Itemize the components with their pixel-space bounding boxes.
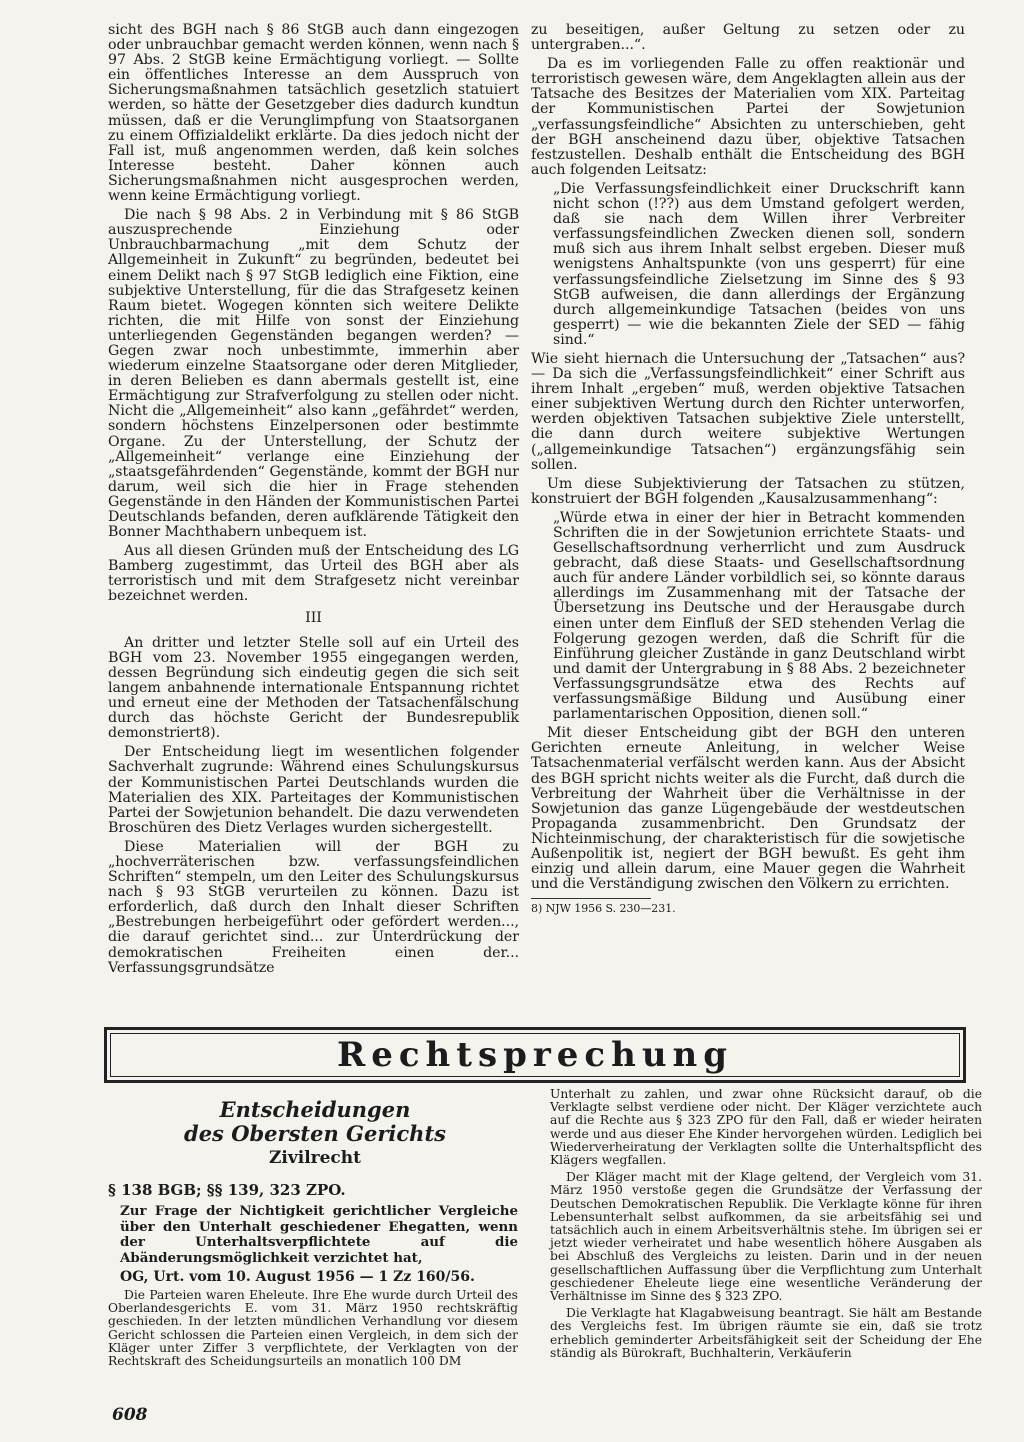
- paragraph: Diese Materialien will der BGH zu „hochverräterischen bzw. verfassungsfeindlichen Schriften“ stempeln, um den Leiter des Schulungskursus nach § 93 StGB verurteilen zu können. Dazu ist erforderlich, daß durch den Inhalt dieser Schriften „Bestrebungen herbeigeführt oder gefördert werden..., die darauf gerichtet sind... zur Unterdrückung der demokratischen Freiheiten einen der... Verfassungsgrundsätze: [108, 838, 519, 976]
- paragraph: Der Kläger macht mit der Klage geltend, der Vergleich vom 31. März 1950 verstoße gegen die Grundsätze der Verfassung der Deutschen Demokratischen Republik. Die Verklagte könne für ihren Lebensunterhalt selbst aufkommen, da sie arbeitsfähig sei und tatsächlich auch in einem Arbeitsverhältnis stehe. Im übrigen sei er jetzt wieder verheiratet und habe wesentlich höhere Ausgaben als bei Abschluß des Vergleichs zu leisten. Darin und in der neuen gesellschaftlichen Auffassung über die Verpflichtung zum Unterhalt geschiedener Eheleute liege eine wesentliche Veränderung der Verhältnisse im Sinne des § 323 ZPO.: [550, 1170, 982, 1304]
- column-right-top: [531, 23, 965, 915]
- paragraph: Die Parteien waren Eheleute. Ihre Ehe wurde durch Urteil des Oberlandesgerichts E. vom 31. März 1950 rechtskräftig geschieden. In der letzten mündlichen Verhandlung vor diesem Gericht schlossen die Parteien einen Vergleich, in dem sich der Kläger unter Ziffer 3 verpflichtete, der Verklagten von der Rechtskraft des Scheidungsurteils an monatlich 100 DM: [108, 1288, 518, 1369]
- page-number: 608: [112, 1405, 148, 1425]
- paragraph: Aus all diesen Gründen muß der Entscheidung des LG Bamberg zugestimmt, das Urteil des BGH aber als terroristisch und mit dem Strafgesetz nicht vereinbar bezeichnet werden.: [108, 543, 519, 605]
- column-right-bottom: [550, 1088, 982, 1364]
- section-banner: [104, 1027, 966, 1083]
- paragraph: zu beseitigen, außer Geltung zu setzen oder zu untergraben...“.: [531, 22, 965, 54]
- paragraph: Da es im vorliegenden Falle zu offen reaktionär und terroristisch gewesen wäre, dem Angeklagten allein aus der Tatsache des Besitzes der Materialien vom XIX. Parteitag der Kommunistischen Partei der Sowjetunion „verfassungsfeindliche“ Absichten zu unterschieben, geht der BGH anscheinend dazu über, objektive Tatsachen festzustellen. Deshalb enthält die Entscheidung des BGH auch folgenden Leitsatz:: [531, 56, 965, 178]
- footnote: [531, 898, 676, 916]
- heading-line-2: des Obersten Gerichts: [184, 1121, 446, 1146]
- section-heading: [110, 1098, 520, 1169]
- paragraph: Mit dieser Entscheidung gibt der BGH den unteren Gerichten erneute Anleitung, in welcher Weise Tatsachenmaterial verfälscht werden kann. Aus der Absicht des BGH spricht nichts weiter als die Furcht, daß durch die Verbreitung der Wahrheit über die Verhältnisse in der Sowjetunion das ganze Lügengebäude der westdeutschen Propaganda zusammenbricht. Den Grundsatz der Nichteinmischung, der charakteristisch für die sowjetische Außenpolitik ist, negiert der BGH bewußt. Es geht ihm einzig und allein darum, eine Mauer gegen die Wahrheit und die Verständigung zwischen den Völkern zu errichten.: [531, 725, 965, 893]
- citation: OG, Urt. vom 10. August 1956 — 1 Zz 160/56.: [120, 1269, 475, 1285]
- heading-line-1: Entscheidungen: [219, 1097, 411, 1122]
- paragraph: Die nach § 98 Abs. 2 in Verbindung mit § 86 StGB auszusprechende Einziehung oder Unbrauchbarmachung „mit dem Schutz der Allgemeinheit in Zukunft“ zu begründen, bedeutet bei einem Delikt nach § 97 StGB lediglich eine Fiktion, eine subjektive Unterstellung, für die das Strafgesetz keinen Raum bietet. Wogegen könnten sich weitere Delikte richten, die mit Hilfe von sonst der Einziehung unterliegenden Gegenständen begangen werden? — Gegen zwar noch unbestimmte, immerhin aber wiederum einzelne Staatsorgane oder deren Mitglieder, in deren Belieben es dann abermals gestellt ist, eine Ermächtigung zur Strafverfolgung zu stellen oder nicht. Nicht die „Allgemeinheit“ also kann „gefährdet“ werden, sondern höchstens Einzelpersonen oder bestimmte Organe. Zu der Unterstellung, der Schutz der „Allgemeinheit“ verlange eine Einziehung der „staatsgefährdenden“ Gegenstände, kommt der BGH nur darum, weil sich die hier in Frage stehenden Gegenstände in den Händen der Kommunistischen Partei Deutschlands befanden, deren aufklärende Tätigkeit den Bonner Machthabern unbequem ist.: [108, 207, 519, 541]
- paragraph: Der Entscheidung liegt im wesentlichen folgender Sachverhalt zugrunde: Während eines Schulungskursus der Kommunistischen Partei Deutschlands wurden die Materialien des XIX. Parteitages der Kommunistischen Partei der Sowjetunion behandelt. Die dazu verwendeten Broschüren des Dietz Verlages wurden sichergestellt.: [108, 744, 519, 836]
- leitsatz: Zur Frage der Nichtigkeit gerichtlicher Vergleiche über den Unterhalt geschiedener Ehegatten, wenn der Unterhaltsverpflichtete auf die Abänderungsmöglichkeit verzichtet hat,: [120, 1203, 518, 1266]
- column-left-bottom: [108, 1181, 518, 1372]
- block-quote-leitsatz: „Die Verfassungsfeindlichkeit einer Druckschrift kann nicht schon (!??) aus dem Umstand gefolgert werden, daß sie nach dem Willen ihrer Verbreiter verfassungsfeindlichen Zwecken dienen soll, sondern muß sich aus ihrem Inhalt selbst ergeben. Dieser muß wenigstens Anhaltspunkte (von uns gesperrt) für eine verfassungsfeindliche Zielsetzung im Sinne des § 93 StGB aufweisen, die dann allerdings der Ergänzung durch allgemeinkundige Tatsachen (beides von uns gesperrt) — wie die bekannten Ziele der SED — fähig sind.“: [553, 180, 965, 348]
- paragraph: Unterhalt zu zahlen, und zwar ohne Rücksicht darauf, ob die Verklagte selbst verdiene oder nicht. Der Kläger verzichtete auch auf die Rechte aus § 323 ZPO für den Fall, daß er wieder heiraten werde und aus dieser Ehe Kinder hervorgehen würden. Lediglich bei Wiederverheiratung der Verklagten sollte die Unterhaltspflicht des Klägers wegfallen.: [550, 1087, 982, 1168]
- paragraph: Die Verklagte hat Klagabweisung beantragt. Sie hält am Bestande des Vergleichs fest. Im übrigen räumte sie ein, daß sie trotz erheblich geminderter Arbeitsfähigkeit seit der Scheidung der Ehe ständig als Bürokraft, Buchhalterin, Verkäuferin: [550, 1306, 982, 1360]
- column-left-top: [108, 23, 519, 980]
- section-number: III: [305, 609, 322, 626]
- paragraph: sicht des BGH nach § 86 StGB auch dann eingezogen oder unbrauchbar gemacht werden können, wenn nach § 97 Abs. 2 StGB keine Ermächtigung vorliegt. — Sollte ein öffentliches Interesse an dem Ausspruch von Sicherungsmaßnahmen tatsächlich gesetzlich statuiert werden, so hätte der Gesetzgeber dies dadurch kundtun müssen, daß er die Verunglimpfung von Staatsorganen zu einem Offizialdelikt erklärte. Da dies jedoch nicht der Fall ist, muß angenommen werden, daß kein solches Interesse besteht. Daher können auch Sicherungsmaßnahmen nicht ausgesprochen werden, wenn keine Ermächtigung vorliegt.: [108, 22, 519, 205]
- block-quote-kausalzusammenhang: „Würde etwa in einer der hier in Betracht kommenden Schriften die in der Sowjetunion errichtete Staats- und Gesellschaftsordnung verherrlicht und zum Ausdruck gebracht, daß diese Staats- und Gesellschaftsordnung auch für andere Länder vorbildlich sei, so könnte daraus allerdings im Zusammenhang mit der Tatsache der Übersetzung ins Deutsche und der Herausgabe durch einen unter dem Einfluß der SED stehenden Verlag die Folgerung gezogen werden, daß die Schrift für die Einführung gleicher Zustände in ganz Deutschland wirbt und damit der Untergrabung in § 88 Abs. 2 bezeichneter Verfassungsgrundsätze etwa des Rechts auf verfassungsmäßige Bildung und Ausübung einer parlamentarischen Opposition, dienen soll.“: [553, 509, 965, 723]
- paragraph: Wie sieht hiernach die Untersuchung der „Tatsachen“ aus? — Da sich die „Verfassungsfeindlichkeit“ einer Schrift aus ihrem Inhalt „ergeben“ muß, werden objektive Tatsachen einer subjektiven Wertung durch den Richter unterworfen, werden objektiven Tatsachen subjektive Ziele unterstellt, die dann durch weitere subjektive Wertungen („allgemeinkundige Tatsachen“) ergänzungsfähig sein sollen.: [531, 350, 965, 473]
- paragraph: Um diese Subjektivierung der Tatsachen zu stützen, konstruiert der BGH folgenden „Kausalzusammenhang“:: [531, 475, 965, 507]
- law-reference: § 138 BGB; §§ 139, 323 ZPO.: [108, 1181, 346, 1199]
- paragraph: An dritter und letzter Stelle soll auf ein Urteil des BGH vom 23. November 1955 eingegangen werden, dessen Begründung sich eindeutig gegen die sich seit langem anbahnende internationale Entspannung richtet und erneut eine der Methoden der Tatsachenfälschung durch das höchste Gericht der Bundesrepublik demonstriert8).: [108, 634, 519, 742]
- footnote-text: 8) NJW 1956 S. 230—231.: [531, 902, 676, 916]
- banner-title: Rechtsprechung: [336, 1035, 734, 1075]
- subheading: Zivilrecht: [269, 1148, 361, 1168]
